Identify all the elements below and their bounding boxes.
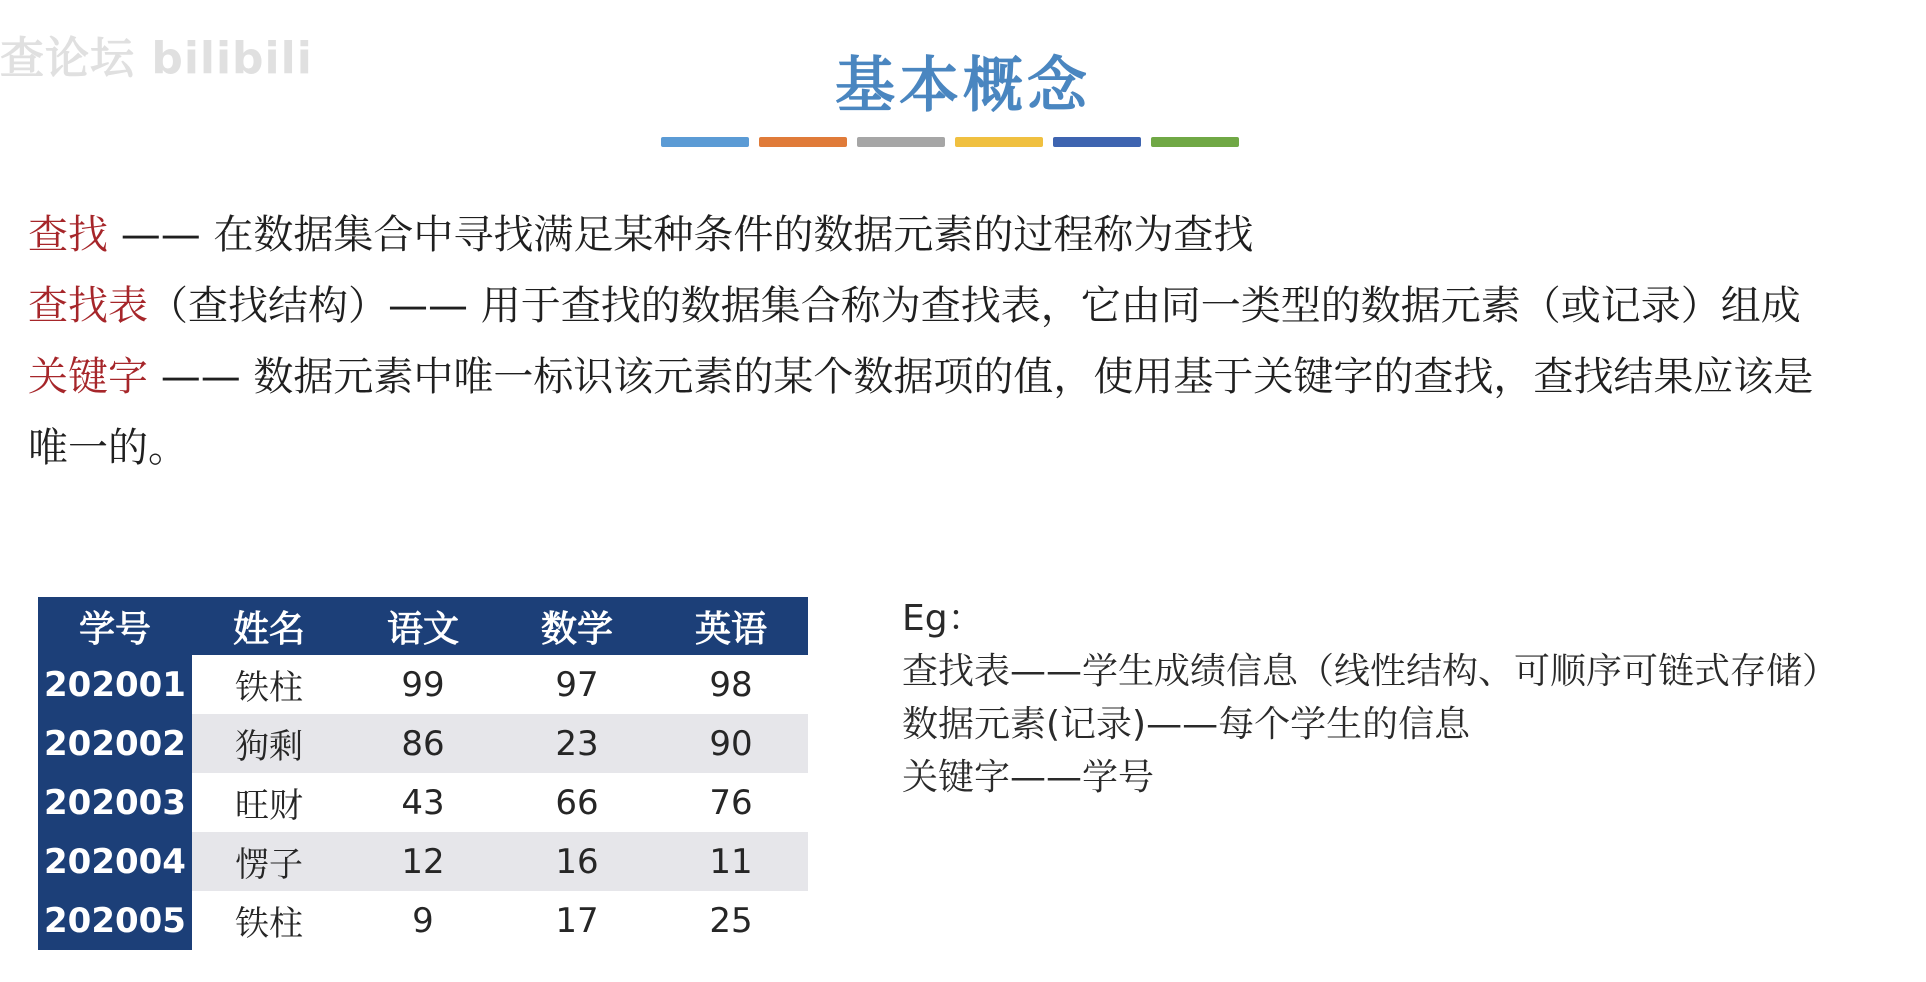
bilibili-watermark: 查论坛 bilibili xyxy=(0,33,313,84)
term-search-table: 查找表 xyxy=(28,283,148,329)
score-table xyxy=(38,597,808,950)
header-student-id: 学号 xyxy=(38,597,192,655)
cell-name: 旺财 xyxy=(235,786,303,826)
table-row xyxy=(38,655,808,714)
cell-score: 25 xyxy=(709,900,753,941)
example-line: 查找表——学生成绩信息（线性结构、可顺序可链式存储） xyxy=(902,651,1839,692)
table-row xyxy=(38,891,808,950)
cell-score: 12 xyxy=(346,832,500,891)
cell-score: 16 xyxy=(500,832,654,891)
example-line: 关键字——学号 xyxy=(902,757,1155,798)
example-label: Eg： xyxy=(902,598,984,639)
cell-student-id: 202003 xyxy=(38,773,192,832)
table-row xyxy=(38,773,808,832)
accent-color-bars xyxy=(661,137,1239,147)
header-math: 数学 xyxy=(500,597,654,655)
header-english: 英语 xyxy=(654,597,808,655)
definition-key xyxy=(28,342,1906,413)
definition-text: （查找结构）—— 用于查找的数据集合称为查找表，它由同一类型的数据元素（或记录）组成 xyxy=(148,283,1801,329)
cell-score: 17 xyxy=(555,900,599,941)
cell-student-id: 202001 xyxy=(38,655,192,714)
cell-score: 86 xyxy=(346,714,500,773)
example-line: 数据元素(记录)——每个学生的信息 xyxy=(902,704,1471,745)
accent-bar xyxy=(759,137,847,147)
cell-score: 66 xyxy=(555,782,599,823)
score-table-container xyxy=(38,597,808,950)
cell-score: 90 xyxy=(654,714,808,773)
table-header-row xyxy=(38,597,808,655)
definition-text: —— 在数据集合中寻找满足某种条件的数据元素的过程称为查找 xyxy=(108,212,1254,258)
cell-name: 愣子 xyxy=(192,832,346,891)
cell-score: 9 xyxy=(412,900,434,941)
definition-key-continued xyxy=(28,413,1906,484)
cell-name: 铁柱 xyxy=(235,904,303,944)
example-notes xyxy=(902,592,1838,804)
definitions-block xyxy=(28,200,1906,484)
term-search: 查找 xyxy=(28,212,108,258)
accent-bar xyxy=(1151,137,1239,147)
definition-text: —— 数据元素中唯一标识该元素的某个数据项的值，使用基于关键字的查找，查找结果应该是 xyxy=(148,354,1814,400)
cell-score: 43 xyxy=(401,782,445,823)
cell-student-id: 202005 xyxy=(38,891,192,950)
table-row xyxy=(38,714,808,773)
accent-bar xyxy=(857,137,945,147)
header-name: 姓名 xyxy=(192,597,346,655)
definition-text: 唯一的。 xyxy=(28,425,188,471)
cell-score: 97 xyxy=(555,664,599,705)
cell-score: 23 xyxy=(500,714,654,773)
cell-score: 76 xyxy=(709,782,753,823)
accent-bar xyxy=(1053,137,1141,147)
cell-student-id: 202002 xyxy=(38,714,192,773)
cell-name: 铁柱 xyxy=(235,668,303,708)
cell-score: 11 xyxy=(654,832,808,891)
cell-name: 狗剩 xyxy=(192,714,346,773)
term-key: 关键字 xyxy=(28,354,148,400)
header-chinese: 语文 xyxy=(346,597,500,655)
page-title: 基本概念 xyxy=(835,51,1091,121)
definition-search xyxy=(28,200,1906,271)
cell-score: 98 xyxy=(709,664,753,705)
cell-student-id: 202004 xyxy=(38,832,192,891)
cell-score: 99 xyxy=(401,664,445,705)
definition-search-table xyxy=(28,271,1906,342)
accent-bar xyxy=(661,137,749,147)
table-row xyxy=(38,832,808,891)
accent-bar xyxy=(955,137,1043,147)
